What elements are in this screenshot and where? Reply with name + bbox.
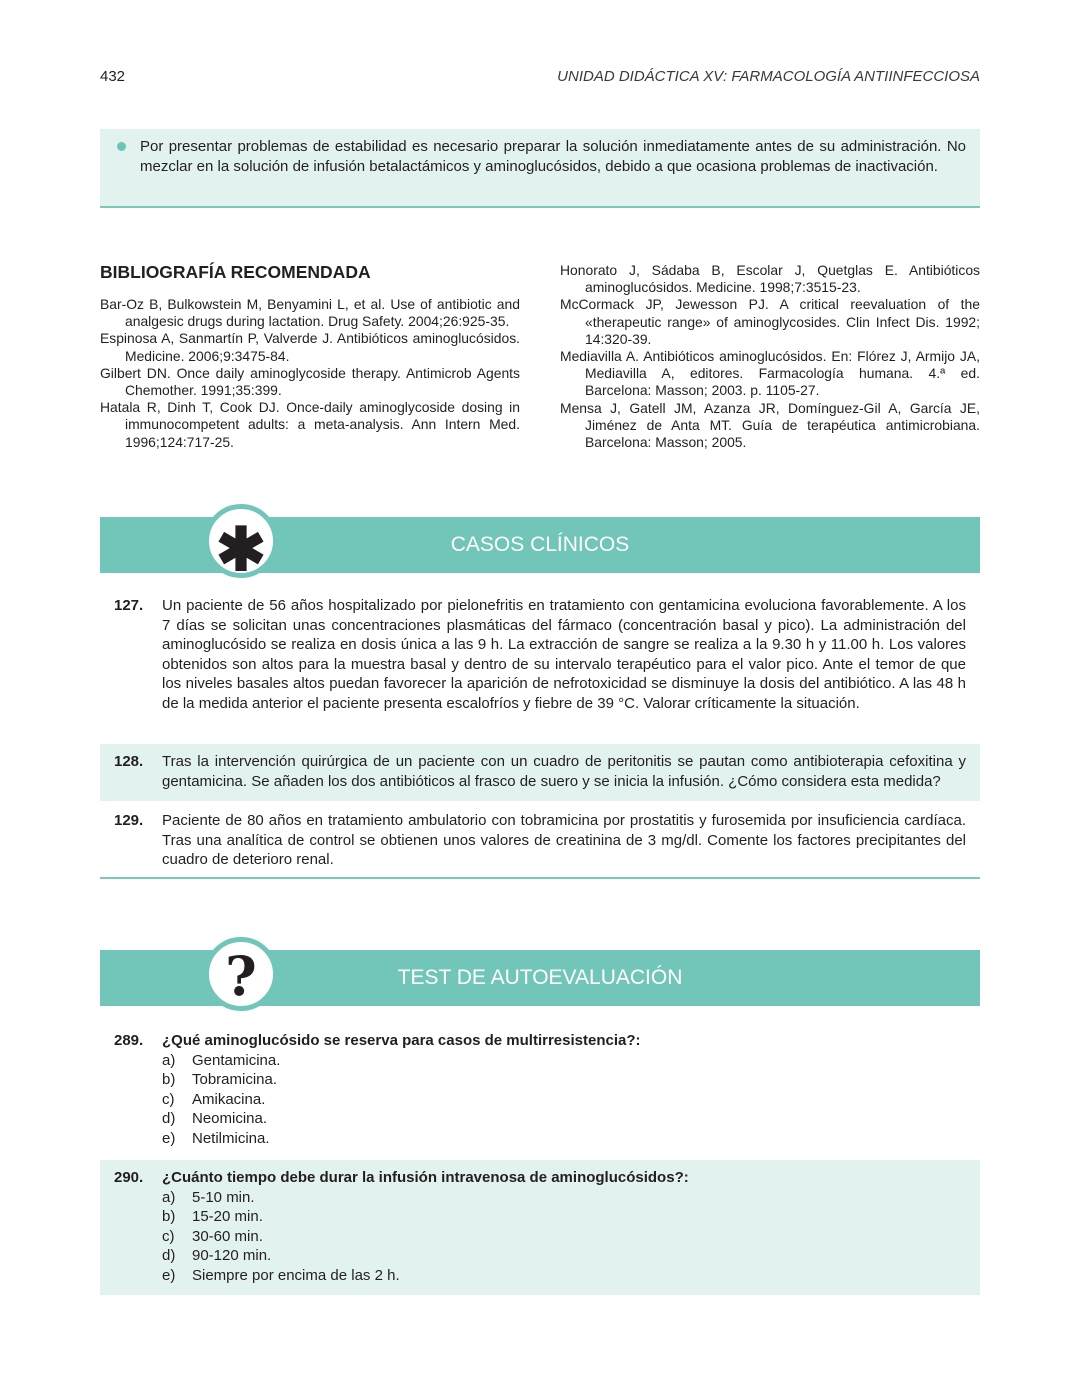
note-box (100, 129, 980, 208)
reference-item: Bar-Oz B, Bulkowstein M, Benyamini L, et al. Use of antibiotic and analgesic drugs during lactation. Drug Safety. 2004;26:925-35. (100, 296, 520, 330)
answer-option (162, 1207, 966, 1227)
answer-option (162, 1129, 966, 1149)
option-text: 15-20 min. (192, 1208, 263, 1226)
answer-option (162, 1227, 966, 1247)
reference-item: Espinosa A, Sanmartín P, Valverde J. Antibióticos aminoglucósidos. Medicine. 2006;9:3475-84. (100, 330, 520, 364)
option-text: Siempre por encima de las 2 h. (192, 1266, 400, 1284)
section-title: TEST DE AUTOEVALUACIÓN (397, 966, 683, 989)
option-letter: a) (162, 1051, 176, 1069)
note-text: Por presentar problemas de estabilidad es necesario preparar la solución inmediatamente antes de su administración. No mezclar en la solución de infusión betalactámicos y aminoglucósidos, debido a que ocasiona problemas de inactivación. (140, 138, 966, 175)
answer-option (162, 1070, 966, 1090)
case-text: Un paciente de 56 años hospitalizado por pielonefritis en tratamiento con gentamicina evoluciona favorablemente. A los 7 días se solicitan unas concentraciones plasmáticas del fármaco (concentración basal y pico). La administración del aminoglucósido se realiza en dosis única a las 9 h. La extracción de sangre se realiza a la 9.30 h y 11.00 h. Los valores obtenidos son altos para la muestra basal y dentro de su intervalo terapéutico para el valor pico. Ante el temor de que los niveles basales altos puedan favorecer la aparición de nefrotoxicidad se disminuye la dosis del antibiótico. A las 48 h de la medida anterior el paciente presenta escalofríos y fiebre de 39 °C. Valorar críticamente la situación. (162, 597, 966, 712)
question-body (162, 1168, 966, 1286)
option-letter: d) (162, 1110, 176, 1128)
option-letter: e) (162, 1129, 176, 1147)
option-text: 30-60 min. (192, 1227, 263, 1245)
reference-item: Gilbert DN. Once daily aminoglycoside therapy. Antimicrob Agents Chemother. 1991;35:399. (100, 364, 520, 399)
question-mark-icon: ? (225, 944, 257, 1008)
option-letter: b) (162, 1208, 176, 1226)
bullet-icon (117, 142, 126, 151)
case-number: 128. (114, 753, 144, 770)
option-text: Tobramicina. (192, 1071, 278, 1089)
option-text: Gentamicina. (192, 1051, 281, 1069)
answer-option (162, 1051, 966, 1071)
case-text: Tras la intervención quirúrgica de un paciente con un cuadro de peritonitis se pautan como antibioterapia cefoxitina y gentamicina. Se añaden los dos antibióticos al frasco de suero y se inicia la infusión. ¿Cómo considera esta medida? (162, 753, 966, 790)
option-letter: e) (162, 1266, 176, 1284)
option-text: 5-10 min. (192, 1188, 255, 1206)
answer-option (162, 1246, 966, 1266)
answer-option (162, 1109, 966, 1129)
option-letter: d) (162, 1247, 176, 1265)
answer-option (162, 1090, 966, 1110)
question-stem: ¿Cuánto tiempo debe durar la infusión intravenosa de aminoglucósidos?: (162, 1169, 689, 1186)
case-item (100, 596, 980, 740)
reference-item: McCormack JP, Jewesson PJ. A critical reevaluation of the «therapeutic range» of aminoglycosides. Clin Infect Dis. 1992; 14:320-39. (560, 296, 980, 347)
reference-item: Honorato J, Sádaba B, Escolar J, Quetglas E. Antibióticos aminoglucósidos. Medicine. 1998;7:3515-23. (560, 262, 980, 296)
case-item (100, 803, 980, 879)
option-text: Neomicina. (192, 1110, 268, 1128)
reference-item: Mensa J, Gatell JM, Azanza JR, Domínguez-Gil A, García JE, Jiménez de Anta MT. Guía de terapéutica antimicrobiana. Barcelona: Masson; 2005. (560, 399, 980, 451)
running-header: UNIDAD DIDÁCTICA XV: FARMACOLOGÍA ANTIINFECCIOSA (557, 68, 980, 85)
question-number: 289. (114, 1032, 144, 1049)
question-body (162, 1031, 966, 1149)
page-number: 432 (100, 68, 126, 85)
question-number: 290. (114, 1169, 144, 1186)
quiz-question (100, 1028, 980, 1154)
asterisk-icon: ✱ (215, 516, 267, 583)
option-text: Amikacina. (192, 1090, 266, 1108)
option-text: Netilmicina. (192, 1129, 270, 1147)
option-text: 90-120 min. (192, 1247, 272, 1265)
test-autoevaluacion-banner (100, 944, 980, 1008)
option-letter: b) (162, 1071, 176, 1089)
case-number: 129. (114, 812, 144, 829)
answer-option (162, 1188, 966, 1208)
option-letter: c) (162, 1090, 175, 1108)
question-stem: ¿Qué aminoglucósido se reserva para casos de multirresistencia?: (162, 1032, 641, 1049)
case-number: 127. (114, 597, 144, 614)
section-title: CASOS CLÍNICOS (450, 533, 630, 556)
case-text: Paciente de 80 años en tratamiento ambulatorio con tobramicina por prostatitis y furosemida por insuficiencia cardíaca. Tras una analítica de control se obtienen unos valores de creatinina de 3 mg/dl. Comente los factores precipitantes del cuadro de deterioro renal. (162, 812, 966, 869)
bibliography-title: BIBLIOGRAFÍA RECOMENDADA (100, 262, 371, 282)
casos-clinicos-banner (100, 516, 980, 583)
option-letter: a) (162, 1188, 176, 1206)
bibliography-column-right (560, 262, 980, 451)
answer-option (162, 1266, 966, 1286)
reference-item: Mediavilla A. Antibióticos aminoglucósidos. En: Flórez J, Armijo JA, Mediavilla A, editores. Farmacología humana. 4.ª ed. Barcelona: Masson; 2003. p. 1105-27. (560, 348, 980, 399)
option-letter: c) (162, 1227, 175, 1245)
reference-item: Hatala R, Dinh T, Cook DJ. Once-daily aminoglycoside dosing in immunocompetent adults: a meta-analysis. Ann Intern Med. 1996;124:717-25. (100, 399, 520, 450)
quiz-question (100, 1160, 980, 1295)
bibliography-column-left (100, 296, 520, 451)
case-item (100, 744, 980, 801)
